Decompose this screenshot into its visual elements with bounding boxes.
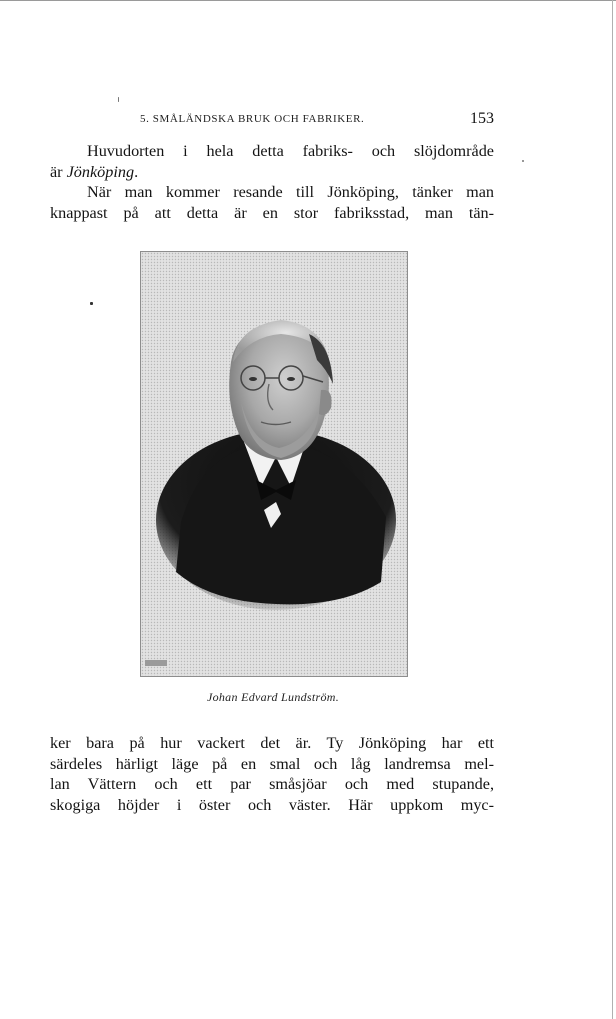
text-line: ker bara på hur vackert det är. Ty Jönköping har ett xyxy=(50,734,494,752)
text-fragment: är xyxy=(50,162,67,181)
scan-speck xyxy=(118,97,119,102)
figure-caption: Johan Edvard Lundström. xyxy=(206,690,340,704)
text-line: Huvudorten i hela detta fabriks- och slöjdområde xyxy=(87,142,494,160)
photographer-mark xyxy=(145,660,167,666)
text-block-top xyxy=(50,141,494,223)
scan-edge-top xyxy=(0,0,616,1)
running-head: 5. SMÅLÄNDSKA BRUK OCH FABRIKER. xyxy=(140,113,365,125)
text-block-bottom xyxy=(50,733,494,815)
scan-edge-right xyxy=(612,0,613,1019)
eye-right xyxy=(287,377,295,381)
italic-place-name: Jönköping xyxy=(66,162,135,181)
page-number: 153 xyxy=(470,110,494,127)
text-line: särdeles härligt läge på en smal och låg landremsa mel- xyxy=(50,754,494,773)
text-line xyxy=(50,162,494,183)
text-line: lan Vättern och ett par småsjöar och med stupande, xyxy=(50,775,494,793)
text-line: När man kommer resande till Jönköping, tänker man xyxy=(87,183,494,201)
page-header xyxy=(140,110,496,130)
text-line: knappast på att detta är en stor fabriksstad, man tän- xyxy=(50,203,494,222)
text-line: skogiga höjder i öster och väster. Här uppkom myc- xyxy=(50,795,494,814)
scan-speck xyxy=(90,302,93,305)
scan-speck xyxy=(522,160,524,162)
text-fragment: . xyxy=(134,162,139,181)
eye-left xyxy=(249,377,257,381)
portrait-illustration xyxy=(141,252,407,676)
portrait-photo xyxy=(140,251,408,677)
